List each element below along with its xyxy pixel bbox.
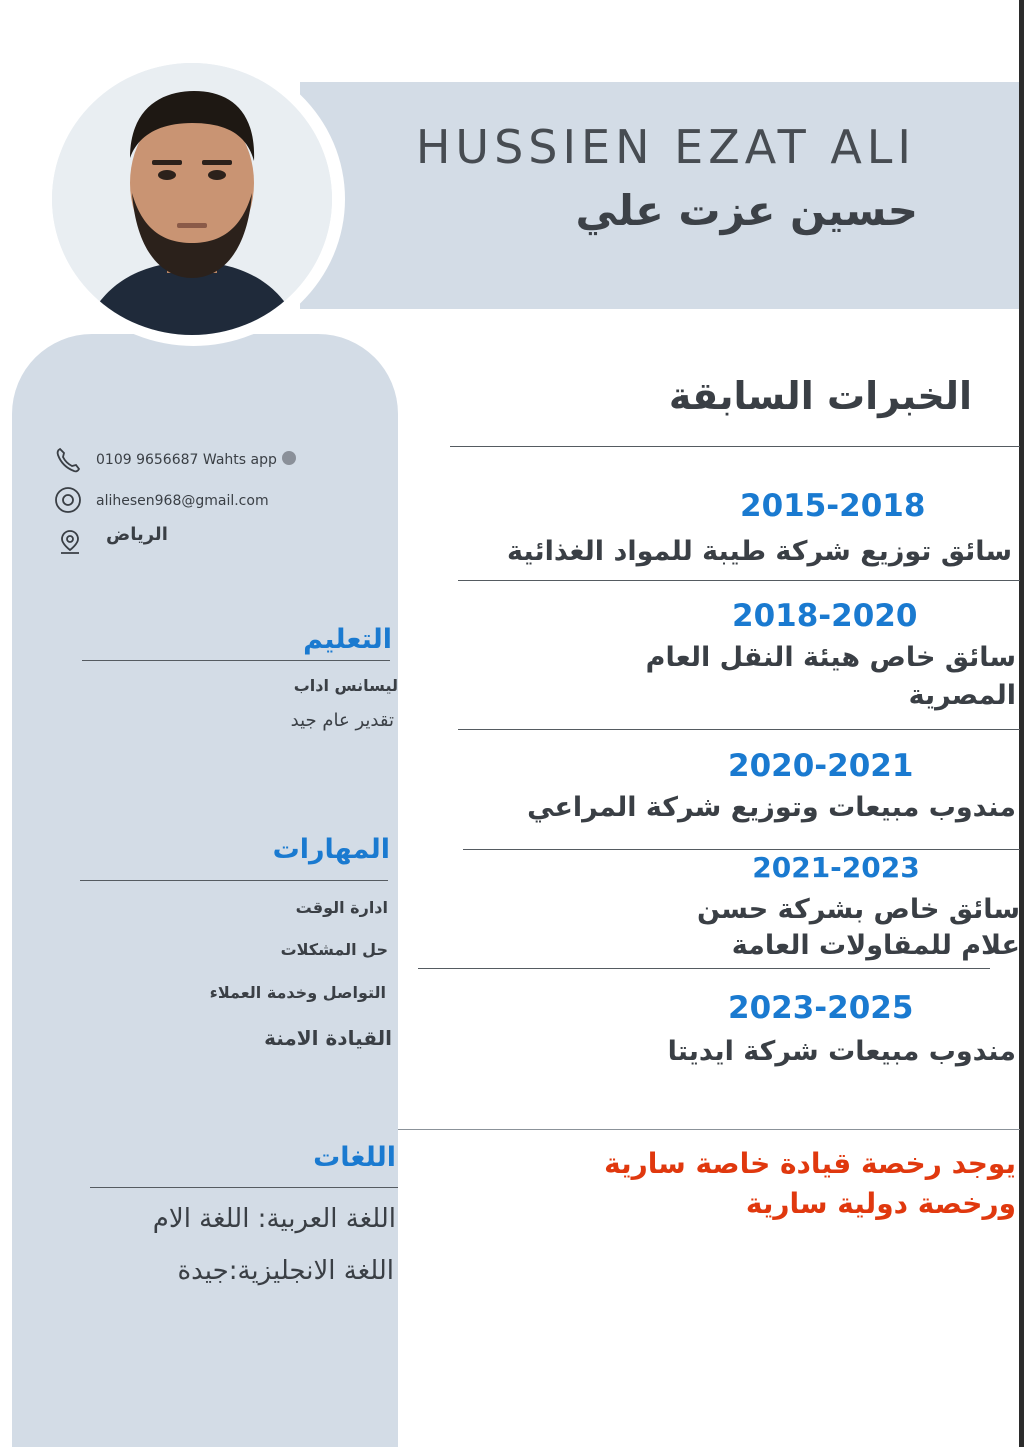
experience-years: 2020-2021 bbox=[728, 748, 914, 784]
skills-divider bbox=[80, 880, 388, 881]
experience-separator bbox=[463, 849, 1020, 850]
language-item: اللغة العربية: اللغة الام bbox=[152, 1204, 396, 1234]
experience-role: مندوب مبيعات وتوزيع شركة المراعي bbox=[527, 792, 1016, 823]
experience-separator bbox=[458, 580, 1020, 581]
skills-title: المهارات bbox=[272, 834, 390, 865]
education-divider bbox=[82, 660, 390, 661]
experience-years: 2015-2018 bbox=[740, 488, 926, 524]
skill-item: القيادة الامنة bbox=[264, 1026, 392, 1050]
experience-years: 2023-2025 bbox=[728, 990, 914, 1026]
skill-item: التواصل وخدمة العملاء bbox=[209, 983, 386, 1002]
location-text: الرياض bbox=[106, 524, 168, 545]
experience-role: سائق خاص بشركة حسن bbox=[697, 894, 1020, 925]
skill-item: ادارة الوقت bbox=[295, 898, 388, 917]
name-arabic: حسين عزت علي bbox=[575, 186, 918, 235]
experience-role: علام للمقاولات العامة bbox=[731, 930, 1020, 961]
license-divider bbox=[398, 1129, 1020, 1130]
languages-divider bbox=[90, 1187, 398, 1188]
experience-role: سائق توزيع شركة طيبة للمواد الغذائية bbox=[507, 536, 1012, 567]
phone-number: 0109 9656687 Wahts app bbox=[96, 452, 277, 468]
email-address: alihesen968@gmail.com bbox=[96, 493, 269, 509]
experience-role: مندوب مبيعات شركة ايديتا bbox=[667, 1036, 1016, 1067]
experience-separator bbox=[418, 968, 990, 969]
experience-separator bbox=[458, 729, 1020, 730]
languages-title: اللغات bbox=[313, 1142, 396, 1173]
skill-item: حل المشكلات bbox=[280, 940, 388, 959]
email-icon bbox=[54, 486, 82, 514]
language-item: اللغة الانجليزية:جيدة bbox=[177, 1256, 394, 1286]
experience-title: الخبرات السابقة bbox=[668, 374, 972, 418]
license-note: ورخصة دولية سارية bbox=[745, 1187, 1016, 1220]
location-icon bbox=[56, 528, 84, 556]
experience-role: سائق خاص هيئة النقل العام bbox=[645, 642, 1016, 673]
experience-divider bbox=[450, 446, 1020, 447]
profile-photo bbox=[52, 63, 332, 335]
education-degree: ليسانس اداب bbox=[293, 676, 398, 695]
experience-role: المصرية bbox=[908, 680, 1016, 711]
experience-years: 2018-2020 bbox=[732, 598, 918, 634]
experience-years: 2021-2023 bbox=[752, 851, 920, 884]
education-grade: تقدير عام جيد bbox=[290, 710, 394, 731]
name-english: HUSSIEN EZAT ALI bbox=[415, 120, 916, 174]
license-note: يوجد رخصة قيادة خاصة سارية bbox=[604, 1147, 1016, 1180]
page-edge bbox=[1019, 0, 1024, 1447]
whatsapp-icon bbox=[282, 451, 296, 465]
phone-icon bbox=[54, 446, 82, 474]
education-title: التعليم bbox=[303, 624, 392, 655]
